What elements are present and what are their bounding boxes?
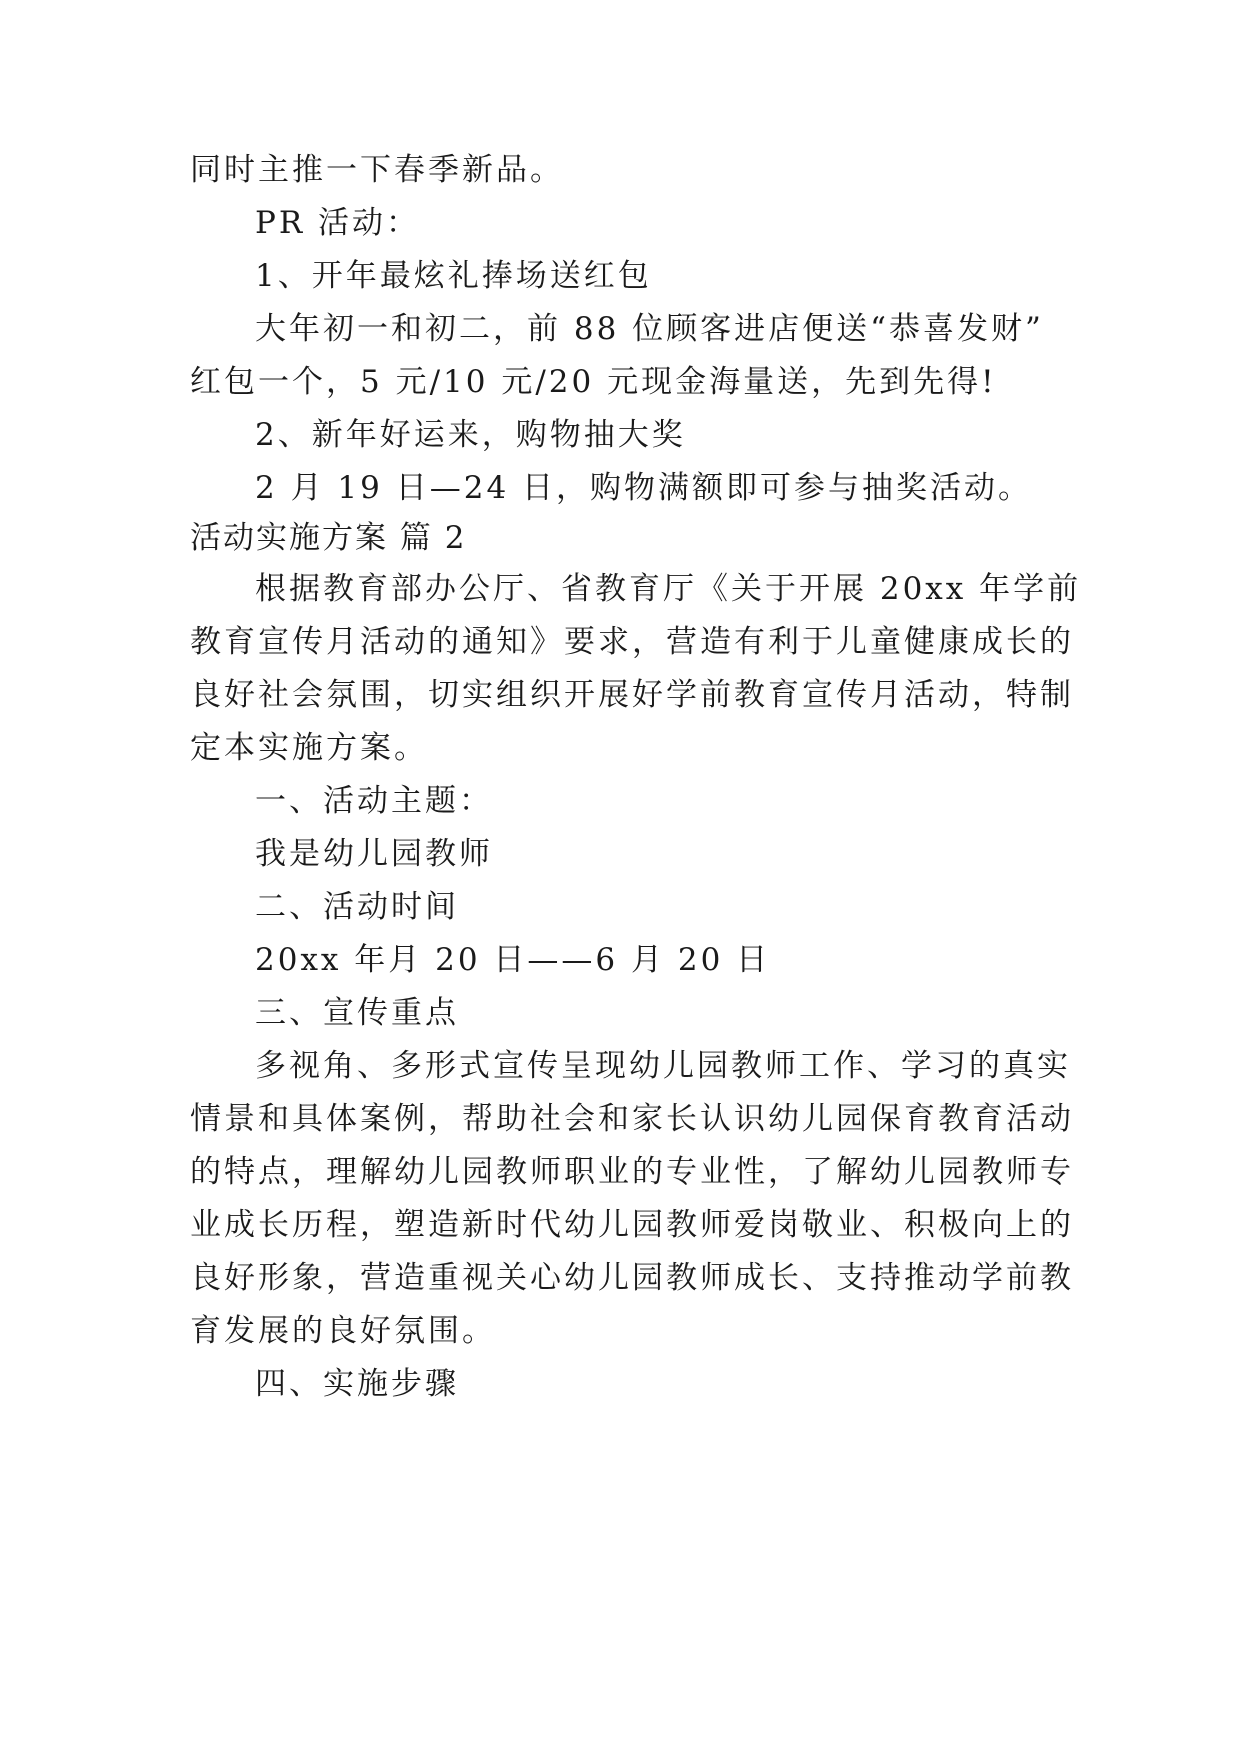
subheading: 四、实施步骤 [255,1366,459,1402]
list-item-title: 2、新年好运来，购物抽大奖 [255,417,686,453]
paragraph-line: 情景和具体案例，帮助社会和家长认识幼儿园保育教育活动 [190,1101,1074,1137]
subheading: 二、活动时间 [255,889,459,925]
section-label: PR 活动： [255,205,421,241]
paragraph-line: 我是幼儿园教师 [255,836,493,872]
paragraph-line: 红包一个，5 元/10 元/20 元现金海量送，先到先得! [190,364,997,400]
paragraph-line: 大年初一和初二，前 88 位顾客进店便送“恭喜发财” [255,311,1044,347]
paragraph-line: 教育宣传月活动的通知》要求，营造有利于儿童健康成长的 [190,624,1074,660]
paragraph-line: 良好社会氛围，切实组织开展好学前教育宣传月活动，特制 [190,677,1074,713]
paragraph-line: 多视角、多形式宣传呈现幼儿园教师工作、学习的真实 [255,1048,1071,1084]
paragraph-line: 2 月 19 日—24 日，购物满额即可参与抽奖活动。 [255,470,1033,506]
paragraph-line: 20xx 年月 20 日——6 月 20 日 [255,942,771,978]
paragraph-line: 定本实施方案。 [190,730,428,766]
paragraph-line: 良好形象，营造重视关心幼儿园教师成长、支持推动学前教 [190,1260,1074,1296]
paragraph-line: 育发展的良好氛围。 [190,1313,496,1349]
paragraph-line: 业成长历程，塑造新时代幼儿园教师爱岗敬业、积极向上的 [190,1207,1074,1243]
section-heading: 活动实施方案 篇 2 [190,520,467,556]
subheading: 三、宣传重点 [255,995,459,1031]
subheading: 一、活动主题： [255,783,493,819]
list-item-title: 1、开年最炫礼捧场送红包 [255,258,652,294]
paragraph-line: 同时主推一下春季新品。 [190,152,564,188]
paragraph-line: 根据教育部办公厅、省教育厅《关于开展 20xx 年学前 [255,571,1082,607]
paragraph-line: 的特点，理解幼儿园教师职业的专业性，了解幼儿园教师专 [190,1154,1074,1190]
